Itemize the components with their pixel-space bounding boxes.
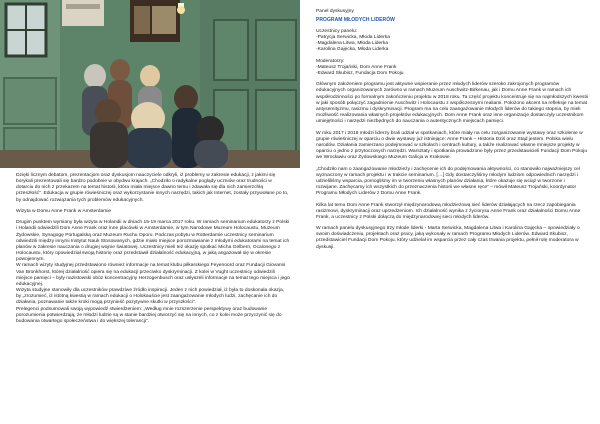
left-paragraph-4: Wizyta studyjne stanowiły dla uczestników prawdziwe źródło inspiracji. Jeden z nich powiedział, iż była to doskonała okazja, by „zrozumieć, iż istotną kwestią w ramach edukacji o Holokauście jest zaangażowanie młodych ludzi, zachęcanie ich do działania, poznawanie także kroki mogą przynieść pozytywne skutki w przyszłości”.	[16, 288, 285, 306]
panel-label: Panel dyskusyjny	[316, 9, 354, 14]
photo-anne-frank-house-room	[0, 0, 300, 168]
participants-label: Uczestnicy panelu:	[316, 28, 358, 34]
right-paragraph-1: Głównym założeniem programu jest aktywne wspieranie przez młodych liderów szeroko zakrojonych programów edukacyjnych organizowanych zarówno w ramach Muzeum Auschwitz-Birkenau, jak i Domu Anne Frank w ramach ich współrodzinności po formalnym zakończeniu projektu w 2018 roku. Ta część projektu koncentruje się na najmłodszych kwestii w jaki sposób połączyć zagadnienie Auschwitz i Holocaustu z współczesnymi realiami. Położono akcent na refleksje na temat antysemityzmu, rasizmu i dyskryminacji. Program ma na celu zaangażowanie młodych liderów do takiego stopnia, by mieli możliwość realizowania własnych projektów edukacyjnych. Dom Anne Frank oraz inne organizacje dostarczyły uczestnikom umiejętności i narzędzi niezbędnych do nauczania o autentycznych miejscach pamięci.	[316, 82, 589, 125]
participants-block	[316, 29, 588, 54]
right-paragraph-3: „Chodziło nam o zaangażowanie młodzieży i zachęcenie ich do podejmowania aktywności, co stanowiło najważniejszy cel wyznaczony w ramach projektu i w trakcie seminarium. […] Gdy dostarczyliśmy młodym ludziom odpowiednich narzędzi i udzieliliśmy wsparcia, pomogliśmy im w tworzeniu własnych planów działania, które okazuje się wciąż w tworzone i rozwijane. Zachęcamy ich wszystkich do przeznaczenia historii we własne ręce” – mówił Mateusz Trojański, koordynator Programu Młodych Liderów z Domu Anne Frank.	[316, 166, 580, 197]
photo-illustration	[0, 0, 300, 168]
left-paragraph-3: W ramach wizyty studyjnej przedstawiono również informacje na temat klubu piłkarskiego Feyenoord oraz Fundacji Giovanni Van Bronkhorst, której działalność opiera się na edukacji przeciwko dyskryminacji. Z kolei w Vught uczestnicy odwiedzili miejsce pamięci – były nazistowski obóz koncentracyjny Herzogenbusch oraz usłyszeli informacje na temat tego miejsca i jego edukacyjnej.	[16, 263, 290, 287]
left-paragraph-2: Drugim punktem wymiany była wizyta w Holandii w dniach 15-19 marca 2017 roku. W ramach seminarium edukatorzy z Polski i Holandii odwiedzili Dom Anne Frank oraz inne placówki w Amsterdamie, w tym Narodowe Muzeum Holocaustu, Muzeum Żydowskie, Synagogę Portugalską oraz Muzeum Ruchu Oporu. Podczas pobytu w Rotterdamie uczestnicy seminarium odwiedzili między innymi Instytut Nauk Stosowanych, gdzie miało miejsce porozmawianie z młodymi edukatorami na temat ich planów w zakresie nauczania o drugiej wojnie światowej. Uczestnicy mieli też okazję spotkać Micha Gelbern, Ocalonego z Holocaustu, który opowiedział swoją historię oraz przedstawił działalność edukacyjną, w jaką angażował się w okresie powojennym.	[16, 220, 290, 263]
right-column	[316, 9, 588, 256]
moderator-item: -Edward Skubisz, Fundacja Dom Pokoju	[316, 70, 404, 76]
section-heading-amsterdam-visit: Wizyta w Domu Anne Frank w Amsterdamie	[16, 208, 112, 214]
moderator-item: -Mateusz Trojański, Dom Anne Frank	[316, 64, 397, 70]
left-column	[16, 173, 290, 330]
participant-item: -Patrycja Serwicka, Młoda Liderka	[316, 34, 390, 40]
left-paragraph-1: Dzięki licznym debatom, prezentacjom oraz dyskusjom nauczyciele odkryli, iż problemy w zakresie edukacji, z jakimi się borykali prezentowali się bardzo podobnie w obydwu krajach. „Chodziło o radykalne poglądy uczniów oraz trudności w dotarciu do nich z przekazem na temat historii, która miała miejsce dawno temu i zdawała się dla nich zamierzchłą przeszłość”. Edukacja w grupie rówieśniczej oraz wykorzystanie innych narzędzi, takich jak Internet, zostały przywołane po to, by odnajdować rozwiązania tych problemów edukacyjnych.	[16, 173, 289, 203]
participant-item: -Karolina Gajęcka, Młoda Liderka	[316, 47, 389, 53]
right-paragraph-5: W ramach panelu dyskusyjnego trzy młode liderki - Marta Serwicka, Magdalena Litwa i Karolina Gajęcka – opowiedziały o swoim doświadczeniu, projektach oraz pracy, jaką wykonały w ramach Programu Młodych Liderów. Edward Skubisz, przedstawiciel Fundacji Dom Pokoju, który udzielał im wsparcia przez cały czas trwania projektu, pełnił rolę moderatora w dyskusji.	[316, 226, 580, 250]
program-title: PROGRAM MŁODYCH LIDERÓW	[316, 17, 395, 24]
moderators-label: Moderatorzy:	[316, 58, 345, 64]
moderators-block	[316, 59, 588, 77]
participant-item: -Magdalena Litwa, Młoda Liderka	[316, 41, 389, 47]
left-paragraph-5: Prelegenci podsumowali swoją wypowiedź stwierdzeniem: „Według mnie rozszerzenie perspektywy oraz budowanie porozumienia potwierdzają, że młodzi ludzie są w stanie bardziej otworzyć się na innych, co z kolei może przyczynić się do budowania otwartego społeczeństwa i do większej tolerancji”.	[16, 306, 282, 324]
right-paragraph-4: Kilka lat temu Dom Anne Frank stworzył międzynarodową młodzieżową sieć liderów działających na rzecz zapobiegania rasizmowi, dyskryminacji oraz uprzedzeniom. Ich działalność wynika z życiorysu Anne Frank oraz działalności Domu Anne Frank, a uczestnicy z Polski dołączą do międzynarodowej sieci młodych liderów.	[316, 202, 581, 220]
right-paragraph-2: W roku 2017 i 2018 młodzi liderzy brali udział w spotkaniach, które miały na celu zorganizowanie wystawy oraz szkolenie w grupie rówieśniczej w oparciu o dwie wystawy już istniejące: Anne Frank – Historia Dziś oraz Stąd jestem. Polska wielu narodów. Działania zamierzano podejmować w szkołach i centrach kultury, a także realizować własne mniejsze projekty w oparciu o jedno z przytoczonych narzędzi. Warsztaty i spotkania prowadzone były przez przedstawicieli Fundacji Dom Pokoju we Wrocławiu oraz Żydowskiego Muzeum Galicja w Krakowie.	[316, 130, 588, 161]
